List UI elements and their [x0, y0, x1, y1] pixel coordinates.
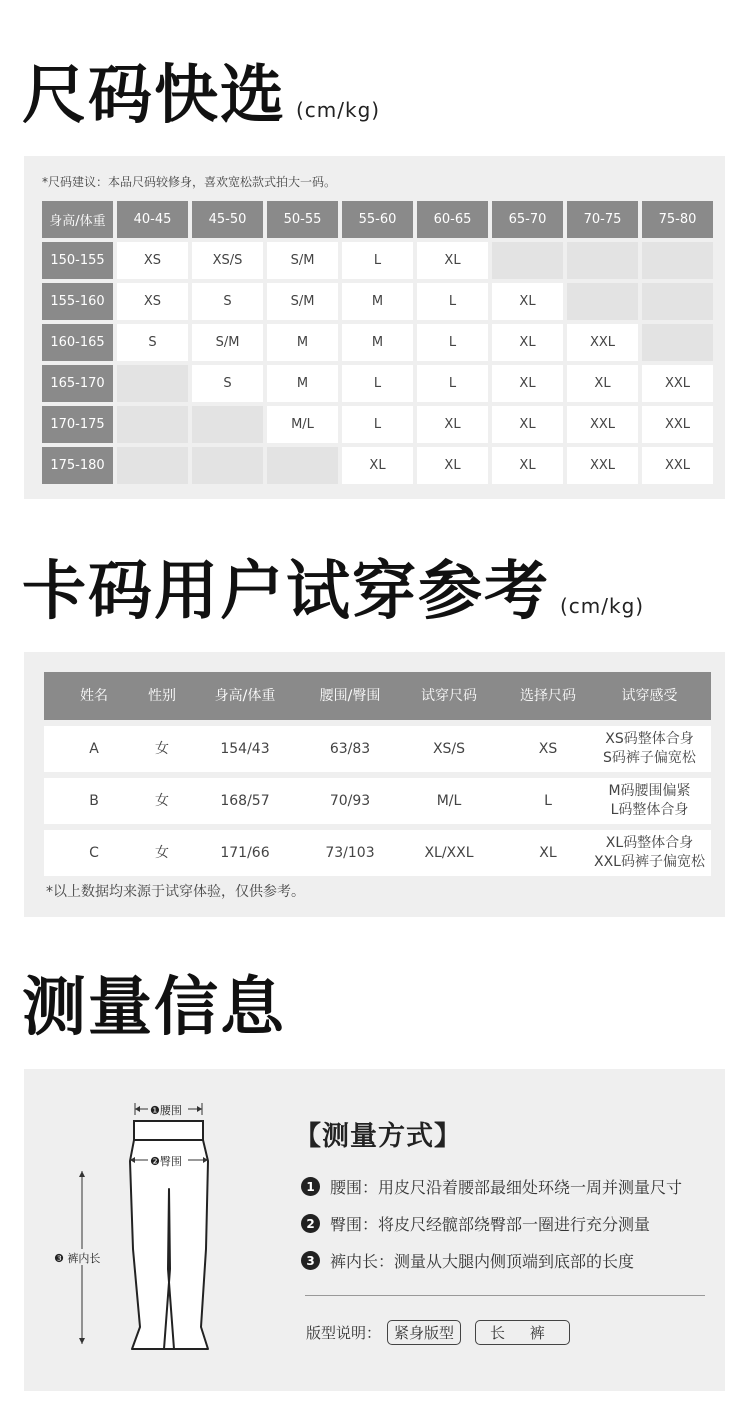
size-cell: XXL [567, 406, 638, 443]
height-header: 165-170 [42, 365, 113, 402]
size-cell: XL [492, 324, 563, 361]
table-cell: A [89, 740, 99, 757]
height-header: 150-155 [42, 242, 113, 279]
column-header: 选择尺码 [520, 687, 576, 704]
size-cell: S [117, 324, 188, 361]
style-label: 版型说明： [306, 1324, 382, 1342]
divider [305, 1295, 705, 1296]
table-cell: L [544, 792, 552, 809]
size-note: *尺码建议：本品尺码较修身，喜欢宽松款式拍大一码。 [42, 175, 337, 189]
size-cell: S [192, 365, 263, 402]
height-header: 175-180 [42, 447, 113, 484]
size-chart-table [42, 201, 713, 484]
column-header: 姓名 [80, 687, 108, 704]
fit-reference-table [44, 672, 711, 882]
method-text: 臀围：将皮尺经髋部绕臀部一圈进行充分测量 [330, 1215, 651, 1234]
fit-feeling-line: S码裤子偏宽松 [603, 750, 696, 766]
empty-cell [642, 242, 713, 279]
fit-feeling-cell [588, 834, 711, 872]
style-description [306, 1320, 570, 1345]
empty-cell [117, 365, 188, 402]
size-section-title [22, 59, 381, 133]
fit-reference-panel [24, 652, 725, 917]
weight-header: 40-45 [117, 201, 188, 238]
size-cell: XS [117, 283, 188, 320]
table-cell: 171/66 [220, 844, 270, 861]
table-row [44, 778, 711, 824]
height-header: 160-165 [42, 324, 113, 361]
table-cell: XL/XXL [424, 844, 474, 861]
size-cell: S/M [192, 324, 263, 361]
size-cell: XS [117, 242, 188, 279]
waist-label: ❶腰围 [150, 1104, 182, 1117]
table-cell: 168/57 [220, 792, 270, 809]
size-cell: XL [492, 447, 563, 484]
table-cell: 63/83 [329, 740, 371, 757]
table-row [44, 726, 711, 772]
fit-feeling-line: M码腰围偏紧 [608, 783, 691, 799]
method-text: 腰围：用皮尺沿着腰部最细处环绕一周并测量尺寸 [330, 1178, 683, 1197]
fit-title-text: 卡码用户试穿参考 [22, 555, 550, 629]
measure-title-text: 测量信息 [22, 971, 286, 1045]
size-title-text: 尺码快选 [22, 59, 286, 133]
fit-feeling-line: L码整体合身 [610, 802, 689, 818]
size-cell: L [417, 365, 488, 402]
size-cell: S/M [267, 242, 338, 279]
column-header: 试穿尺码 [421, 687, 477, 704]
size-cell: L [342, 242, 413, 279]
table-cell: 70/93 [329, 792, 371, 809]
measure-section-title [22, 971, 286, 1045]
size-cell: L [342, 365, 413, 402]
size-cell: XL [417, 242, 488, 279]
pants-diagram [24, 1069, 284, 1391]
number-two-icon: 2 [301, 1214, 320, 1233]
size-cell: XXL [642, 447, 713, 484]
size-cell: XL [417, 406, 488, 443]
method-item-inseam [301, 1249, 634, 1272]
size-cell: L [417, 324, 488, 361]
weight-header: 50-55 [267, 201, 338, 238]
size-cell: S [192, 283, 263, 320]
size-cell: XL [492, 283, 563, 320]
height-header: 155-160 [42, 283, 113, 320]
size-cell: L [417, 283, 488, 320]
weight-header: 65-70 [492, 201, 563, 238]
size-cell: M [342, 324, 413, 361]
inseam-label: ❸ 裤内长 [54, 1252, 101, 1265]
fit-feeling-line: XXL码裤子偏宽松 [594, 854, 705, 870]
size-title-unit: (cm/kg) [296, 98, 381, 122]
size-cell: XL [492, 406, 563, 443]
table-cell: XS [538, 740, 558, 757]
table-row [44, 830, 711, 876]
table-cell: 73/103 [325, 844, 375, 861]
size-cell: M/L [267, 406, 338, 443]
empty-cell [567, 283, 638, 320]
method-title: 【测量方式】 [294, 1121, 462, 1152]
weight-header: 70-75 [567, 201, 638, 238]
tag-slim-fit: 紧身版型 [387, 1320, 461, 1345]
size-cell: XL [567, 365, 638, 402]
column-header: 腰围/臀围 [319, 687, 381, 704]
size-cell: XL [492, 365, 563, 402]
weight-header: 45-50 [192, 201, 263, 238]
tag-long-pants: 长 裤 [475, 1320, 570, 1345]
column-header: 性别 [148, 687, 176, 704]
size-cell: XXL [567, 324, 638, 361]
fit-title-unit: (cm/kg) [560, 594, 645, 618]
corner-header: 身高/体重 [42, 201, 113, 238]
size-cell: S/M [267, 283, 338, 320]
method-item-waist [301, 1175, 682, 1198]
weight-header: 60-65 [417, 201, 488, 238]
column-header: 身高/体重 [214, 687, 276, 704]
column-header: 试穿感受 [621, 687, 678, 704]
fit-section-title [22, 555, 645, 629]
table-cell: 女 [155, 844, 169, 861]
empty-cell [192, 406, 263, 443]
number-one-icon: 1 [301, 1177, 320, 1196]
size-cell: XXL [567, 447, 638, 484]
size-cell: M [342, 283, 413, 320]
size-cell: XS/S [192, 242, 263, 279]
method-text: 裤内长：测量从大腿内侧顶端到底部的长度 [330, 1252, 635, 1271]
hip-label: ❷臀围 [150, 1155, 182, 1168]
table-cell: 女 [155, 792, 169, 809]
table-cell: C [89, 844, 99, 861]
weight-header: 55-60 [342, 201, 413, 238]
empty-cell [267, 447, 338, 484]
fit-feeling-cell [588, 782, 711, 820]
size-cell: XXL [642, 406, 713, 443]
height-header: 170-175 [42, 406, 113, 443]
empty-cell [492, 242, 563, 279]
fit-feeling-line: XS码整体合身 [605, 731, 694, 747]
weight-header: 75-80 [642, 201, 713, 238]
fit-header-row [44, 672, 711, 720]
table-cell: XL [539, 844, 557, 861]
table-cell: M/L [436, 792, 462, 809]
number-three-icon: 3 [301, 1251, 320, 1270]
size-chart-panel [24, 156, 725, 499]
size-cell: M [267, 365, 338, 402]
measure-panel [24, 1069, 725, 1391]
fit-feeling-cell [588, 730, 711, 768]
empty-cell [567, 242, 638, 279]
table-cell: B [89, 792, 99, 809]
fit-feeling-line: XL码整体合身 [605, 835, 694, 851]
empty-cell [642, 283, 713, 320]
table-cell: XS/S [432, 740, 466, 757]
size-cell: XL [342, 447, 413, 484]
table-cell: 女 [155, 740, 169, 757]
size-cell: XL [417, 447, 488, 484]
size-cell: XXL [642, 365, 713, 402]
fit-note: *以上数据均来源于试穿体验，仅供参考。 [46, 884, 305, 900]
method-item-hip [301, 1212, 650, 1235]
empty-cell [117, 447, 188, 484]
empty-cell [642, 324, 713, 361]
empty-cell [117, 406, 188, 443]
size-cell: M [267, 324, 338, 361]
table-cell: 154/43 [220, 740, 270, 757]
empty-cell [192, 447, 263, 484]
size-cell: L [342, 406, 413, 443]
